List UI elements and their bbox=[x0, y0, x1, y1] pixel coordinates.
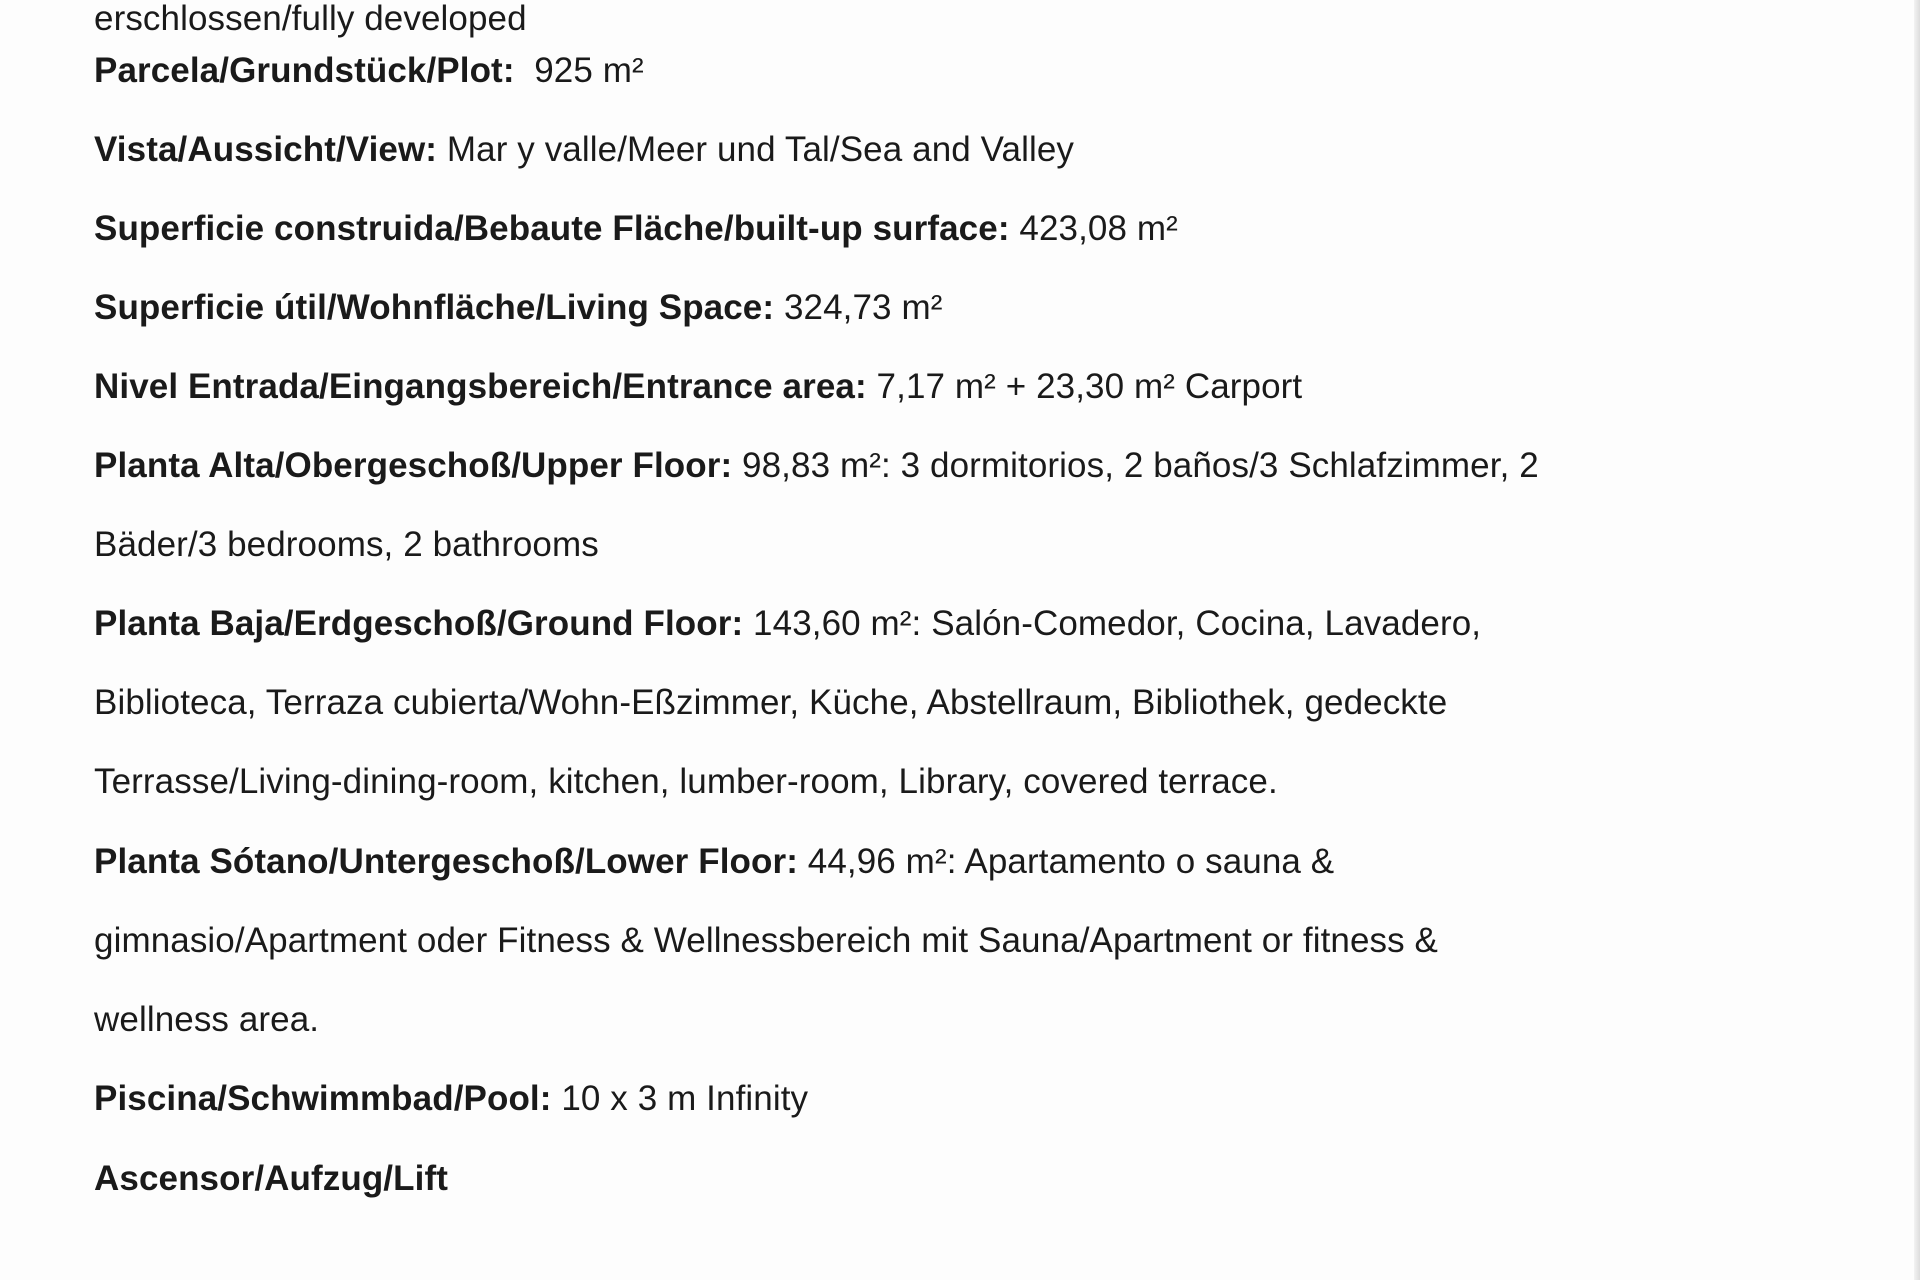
view-label: Vista/Aussicht/View: bbox=[94, 130, 438, 169]
entrance-value: 7,17 m² + 23,30 m² Carport bbox=[866, 367, 1303, 406]
ground-floor-cont-1: Biblioteca, Terraza cubierta/Wohn-Eßzimmer, Küche, Abstellraum, Bibliothek, gedeckte bbox=[94, 683, 1448, 722]
entrance-label: Nivel Entrada/Eingangsbereich/Entrance area: bbox=[94, 367, 867, 406]
lower-floor-continuation-1 bbox=[94, 919, 1438, 963]
view-value: Mar y valle/Meer und Tal/Sea and Valley bbox=[437, 130, 1074, 169]
lower-floor-line bbox=[94, 840, 1334, 884]
upper-floor-continuation bbox=[94, 523, 599, 567]
entrance-line bbox=[94, 365, 1302, 409]
built-surface-line bbox=[94, 207, 1178, 251]
ground-floor-cont-2: Terrasse/Living-dining-room, kitchen, lumber-room, Library, covered terrace. bbox=[94, 762, 1278, 801]
lower-floor-cont-1: gimnasio/Apartment oder Fitness & Wellnessbereich mit Sauna/Apartment or fitness & bbox=[94, 921, 1438, 960]
lower-floor-cont-2: wellness area. bbox=[94, 1000, 320, 1039]
living-space-line bbox=[94, 286, 942, 330]
living-space-value: 324,73 m² bbox=[774, 288, 943, 327]
plot-label: Parcela/Grundstück/Plot: bbox=[94, 51, 515, 90]
view-line bbox=[94, 128, 1074, 172]
built-surface-value: 423,08 m² bbox=[1009, 209, 1178, 248]
plot-value: 925 m² bbox=[514, 51, 644, 90]
lift-line bbox=[94, 1157, 448, 1201]
ground-floor-value: 143,60 m²: Salón-Comedor, Cocina, Lavadero, bbox=[743, 604, 1482, 643]
intro-text: erschlossen/fully developed bbox=[94, 0, 527, 38]
ground-floor-line bbox=[94, 602, 1481, 646]
upper-floor-label: Planta Alta/Obergeschoß/Upper Floor: bbox=[94, 446, 733, 485]
lift-label: Ascensor/Aufzug/Lift bbox=[94, 1159, 448, 1198]
ground-floor-continuation-1 bbox=[94, 681, 1447, 725]
pool-line bbox=[94, 1077, 808, 1121]
pool-label: Piscina/Schwimmbad/Pool: bbox=[94, 1079, 552, 1118]
ground-floor-label: Planta Baja/Erdgeschoß/Ground Floor: bbox=[94, 604, 744, 643]
lower-floor-continuation-2 bbox=[94, 998, 319, 1042]
ground-floor-continuation-2 bbox=[94, 760, 1278, 804]
living-space-label: Superficie útil/Wohnfläche/Living Space: bbox=[94, 288, 775, 327]
built-surface-label: Superficie construida/Bebaute Fläche/built-up surface: bbox=[94, 209, 1010, 248]
pool-value: 10 x 3 m Infinity bbox=[551, 1079, 809, 1118]
upper-floor-cont-1: Bäder/3 bedrooms, 2 bathrooms bbox=[94, 525, 599, 564]
upper-floor-value: 98,83 m²: 3 dormitorios, 2 baños/3 Schlafzimmer, 2 bbox=[732, 446, 1539, 485]
intro-line bbox=[94, 0, 527, 41]
plot-line bbox=[94, 49, 644, 93]
lower-floor-value: 44,96 m²: Apartamento o sauna & bbox=[797, 842, 1335, 881]
scan-edge-shadow bbox=[1914, 0, 1920, 1280]
upper-floor-line bbox=[94, 444, 1539, 488]
lower-floor-label: Planta Sótano/Untergeschoß/Lower Floor: bbox=[94, 842, 798, 881]
